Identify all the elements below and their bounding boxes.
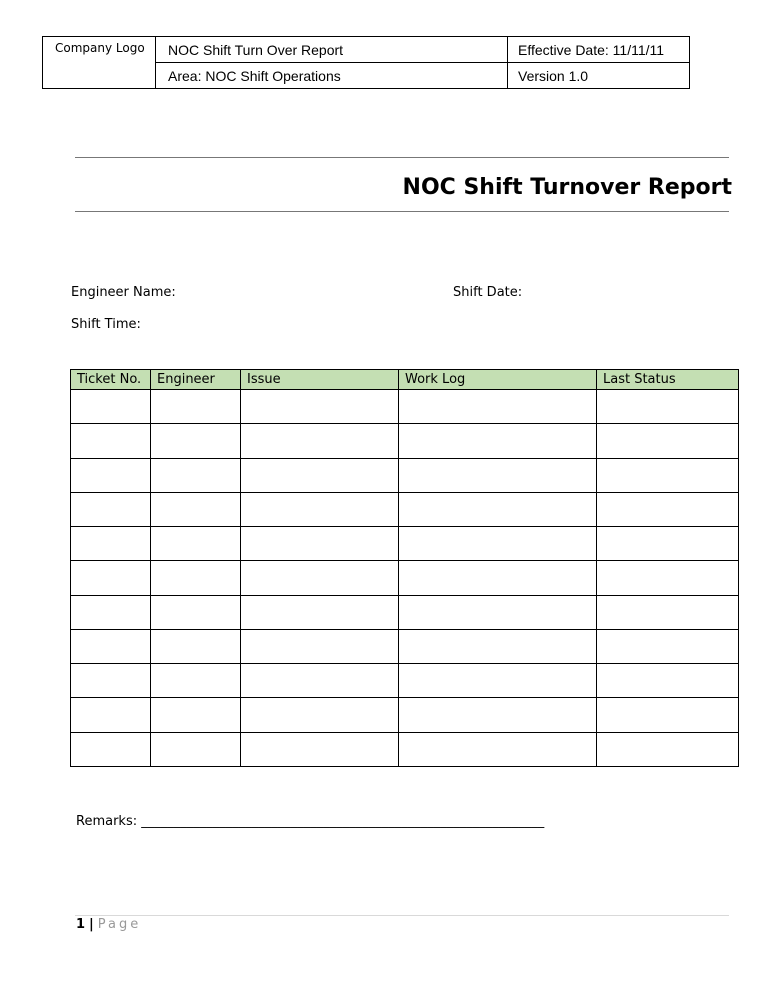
table-cell[interactable] [241, 561, 399, 595]
table-cell[interactable] [71, 390, 151, 424]
company-logo-placeholder: Company Logo [43, 37, 156, 89]
table-row [71, 664, 739, 698]
shift-log-table [70, 369, 739, 767]
document-header-table [42, 36, 690, 89]
table-cell[interactable] [71, 458, 151, 492]
table-cell[interactable] [151, 732, 241, 766]
table-cell[interactable] [597, 561, 739, 595]
table-cell[interactable] [241, 492, 399, 526]
table-cell[interactable] [151, 664, 241, 698]
footer-rule [75, 915, 729, 916]
table-cell[interactable] [399, 595, 597, 629]
remarks-line: Remarks: ______________________________________________________________ [76, 814, 545, 829]
page-title: NOC Shift Turnover Report [402, 175, 732, 200]
table-cell[interactable] [241, 629, 399, 663]
table-cell[interactable] [71, 527, 151, 561]
table-cell[interactable] [399, 732, 597, 766]
table-cell[interactable] [151, 390, 241, 424]
table-row [71, 561, 739, 595]
table-cell[interactable] [597, 527, 739, 561]
table-row [71, 629, 739, 663]
table-cell[interactable] [399, 664, 597, 698]
table-cell[interactable] [151, 527, 241, 561]
table-cell[interactable] [151, 492, 241, 526]
title-bottom-rule [75, 211, 729, 212]
table-cell[interactable] [151, 595, 241, 629]
table-cell[interactable] [71, 732, 151, 766]
table-row [71, 527, 739, 561]
table-cell[interactable] [71, 629, 151, 663]
table-body [71, 390, 739, 767]
table-cell[interactable] [597, 664, 739, 698]
table-cell[interactable] [399, 390, 597, 424]
table-cell[interactable] [241, 424, 399, 458]
table-row [71, 595, 739, 629]
column-header-work-log: Work Log [399, 370, 597, 390]
table-row [71, 732, 739, 766]
table-cell[interactable] [151, 698, 241, 732]
table-cell[interactable] [597, 390, 739, 424]
table-cell[interactable] [241, 732, 399, 766]
table-cell[interactable] [71, 698, 151, 732]
version-cell: Version 1.0 [508, 63, 690, 89]
page-footer [76, 917, 141, 932]
footer-separator: | [89, 917, 94, 932]
page-word: Page [97, 917, 142, 932]
table-cell[interactable] [71, 424, 151, 458]
page-number: 1 [76, 917, 86, 932]
table-cell[interactable] [597, 458, 739, 492]
table-cell[interactable] [151, 629, 241, 663]
table-cell[interactable] [241, 664, 399, 698]
report-name-cell: NOC Shift Turn Over Report [156, 37, 508, 63]
table-cell[interactable] [597, 629, 739, 663]
table-cell[interactable] [399, 561, 597, 595]
table-cell[interactable] [71, 664, 151, 698]
table-cell[interactable] [151, 561, 241, 595]
table-row [71, 390, 739, 424]
area-cell: Area: NOC Shift Operations [156, 63, 508, 89]
table-cell[interactable] [241, 527, 399, 561]
table-row [71, 458, 739, 492]
table-row [71, 698, 739, 732]
table-cell[interactable] [597, 698, 739, 732]
table-row [71, 492, 739, 526]
table-cell[interactable] [597, 595, 739, 629]
table-cell[interactable] [241, 698, 399, 732]
effective-date-cell: Effective Date: 11/11/11 [508, 37, 690, 63]
column-header-ticket-no: Ticket No. [71, 370, 151, 390]
table-cell[interactable] [399, 629, 597, 663]
column-header-engineer: Engineer [151, 370, 241, 390]
table-cell[interactable] [597, 492, 739, 526]
table-cell[interactable] [399, 698, 597, 732]
title-top-rule [75, 157, 729, 158]
table-cell[interactable] [71, 561, 151, 595]
table-row [71, 424, 739, 458]
column-header-last-status: Last Status [597, 370, 739, 390]
table-cell[interactable] [241, 595, 399, 629]
table-cell[interactable] [241, 458, 399, 492]
table-cell[interactable] [241, 390, 399, 424]
table-cell[interactable] [151, 424, 241, 458]
table-cell[interactable] [399, 458, 597, 492]
table-cell[interactable] [71, 492, 151, 526]
shift-date-label: Shift Date: [453, 285, 523, 300]
table-cell[interactable] [71, 595, 151, 629]
table-cell[interactable] [399, 424, 597, 458]
table-cell[interactable] [597, 424, 739, 458]
table-header-row [71, 370, 739, 390]
column-header-issue: Issue [241, 370, 399, 390]
table-cell[interactable] [399, 527, 597, 561]
engineer-name-label: Engineer Name: [71, 285, 176, 300]
table-cell[interactable] [597, 732, 739, 766]
table-cell[interactable] [151, 458, 241, 492]
table-cell[interactable] [399, 492, 597, 526]
shift-time-label: Shift Time: [71, 317, 141, 332]
